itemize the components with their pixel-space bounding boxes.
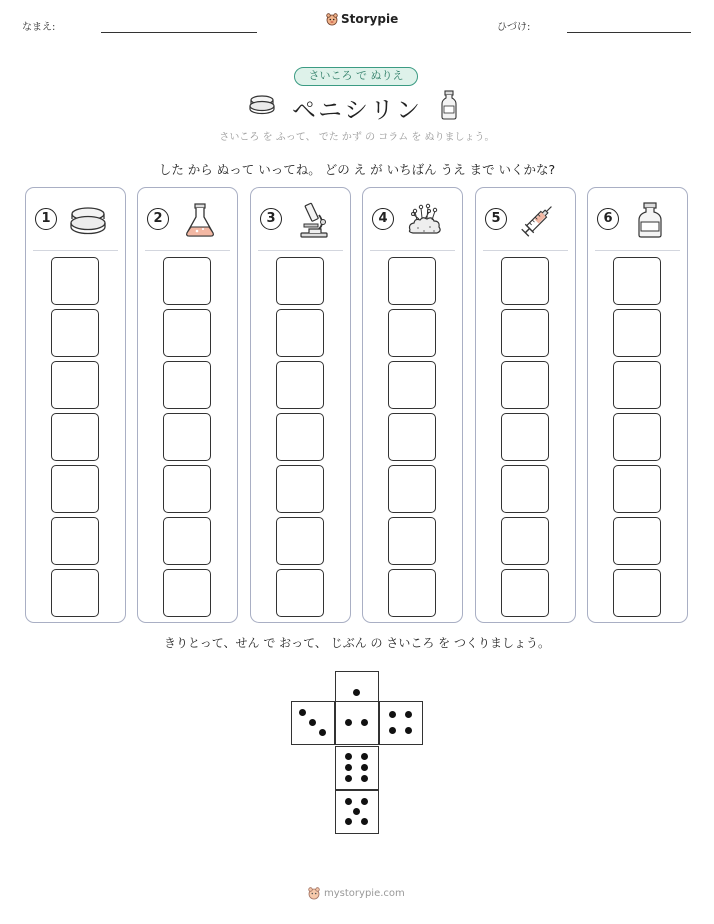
coloring-cell[interactable] [51, 569, 99, 617]
dice-pip [345, 798, 352, 805]
cut-instruction: きりとって、せん で おって、 じぶん の さいころ を つくりましょう。 [164, 636, 550, 650]
coloring-cell[interactable] [276, 361, 324, 409]
dice-pip [405, 711, 412, 718]
dice-pip [361, 719, 368, 726]
coloring-cell[interactable] [613, 517, 661, 565]
coloring-cell[interactable] [276, 569, 324, 617]
dice-face-2 [335, 701, 379, 745]
column-number: 6 [597, 208, 619, 230]
flask-icon [180, 200, 220, 240]
column-2 [137, 187, 238, 623]
mascot-icon [326, 13, 338, 26]
coloring-cell[interactable] [501, 413, 549, 461]
coloring-cell[interactable] [501, 309, 549, 357]
coloring-cell[interactable] [163, 309, 211, 357]
coloring-cell[interactable] [163, 257, 211, 305]
coloring-cell[interactable] [613, 465, 661, 513]
coloring-cell[interactable] [613, 361, 661, 409]
coloring-cell[interactable] [613, 309, 661, 357]
petri-dish-icon [68, 200, 108, 240]
coloring-cell[interactable] [501, 465, 549, 513]
coloring-cell[interactable] [51, 517, 99, 565]
coloring-cell[interactable] [276, 413, 324, 461]
name-label: なまえ: [22, 22, 56, 33]
dice-pip [345, 764, 352, 771]
brand-name: Storypie [341, 12, 399, 26]
column-1 [25, 187, 126, 623]
name-line[interactable] [101, 32, 257, 33]
dice-face-5 [335, 790, 379, 834]
dice-pip [345, 719, 352, 726]
coloring-cell[interactable] [501, 517, 549, 565]
dice-pip [345, 818, 352, 825]
vial-icon [630, 200, 670, 240]
dice-pip [345, 775, 352, 782]
date-line[interactable] [567, 32, 691, 33]
instruction: した から ぬって いってね。 どの え が いちばん うえ まで いくかな? [158, 162, 556, 177]
brand-logo [326, 12, 398, 26]
coloring-cell[interactable] [163, 517, 211, 565]
dice-pip [345, 753, 352, 760]
coloring-cell[interactable] [501, 361, 549, 409]
coloring-cell[interactable] [51, 361, 99, 409]
coloring-cell[interactable] [388, 309, 436, 357]
mold-icon [405, 200, 445, 240]
dice-pip [361, 798, 368, 805]
column-divider [145, 250, 230, 251]
dice-pip [361, 764, 368, 771]
coloring-cell[interactable] [163, 413, 211, 461]
coloring-cell[interactable] [613, 413, 661, 461]
column-number: 3 [260, 208, 282, 230]
dice-face-6 [335, 746, 379, 790]
coloring-cell[interactable] [276, 465, 324, 513]
coloring-cell[interactable] [388, 257, 436, 305]
coloring-cell[interactable] [388, 361, 436, 409]
dice-face-4 [379, 701, 423, 745]
dice-pip [353, 808, 360, 815]
dice-pip [389, 711, 396, 718]
subtitle: さいころ を ふって、 でた かず の コラム を ぬりましょう。 [219, 132, 495, 143]
coloring-cell[interactable] [51, 465, 99, 513]
column-divider [258, 250, 343, 251]
column-divider [370, 250, 455, 251]
dice-pip [405, 727, 412, 734]
column-divider [595, 250, 680, 251]
column-number: 1 [35, 208, 57, 230]
column-number: 5 [485, 208, 507, 230]
dice-pip [319, 729, 326, 736]
dice-face-3 [291, 701, 335, 745]
page-title: ペニシリン [292, 96, 422, 124]
microscope-icon [293, 200, 333, 240]
column-divider [483, 250, 568, 251]
dice-pip [299, 709, 306, 716]
dice-pip [361, 818, 368, 825]
coloring-cell[interactable] [501, 569, 549, 617]
column-3 [250, 187, 351, 623]
coloring-cell[interactable] [163, 569, 211, 617]
column-divider [33, 250, 118, 251]
vial-icon [440, 90, 458, 120]
footer [308, 887, 405, 900]
coloring-cell[interactable] [51, 257, 99, 305]
coloring-cell[interactable] [163, 465, 211, 513]
column-6 [587, 187, 688, 623]
coloring-cell[interactable] [163, 361, 211, 409]
coloring-cell[interactable] [276, 257, 324, 305]
coloring-cell[interactable] [276, 309, 324, 357]
dice-pip [353, 689, 360, 696]
column-number: 2 [147, 208, 169, 230]
coloring-cell[interactable] [388, 465, 436, 513]
column-number: 4 [372, 208, 394, 230]
dice-pip [361, 775, 368, 782]
coloring-cell[interactable] [51, 413, 99, 461]
coloring-cell[interactable] [51, 309, 99, 357]
coloring-cell[interactable] [388, 517, 436, 565]
column-5 [475, 187, 576, 623]
dice-pip [389, 727, 396, 734]
coloring-cell[interactable] [388, 413, 436, 461]
coloring-cell[interactable] [613, 569, 661, 617]
dice-pip [361, 753, 368, 760]
column-4 [362, 187, 463, 623]
syringe-icon [518, 200, 558, 240]
coloring-cell[interactable] [613, 257, 661, 305]
date-label: ひづけ: [497, 22, 531, 33]
coloring-cell[interactable] [501, 257, 549, 305]
coloring-cell[interactable] [388, 569, 436, 617]
footer-url[interactable]: mystorypie.com [324, 888, 405, 899]
dice-pip [309, 719, 316, 726]
mascot-icon [308, 887, 320, 900]
badge: さいころ で ぬりえ [294, 67, 418, 86]
coloring-cell[interactable] [276, 517, 324, 565]
